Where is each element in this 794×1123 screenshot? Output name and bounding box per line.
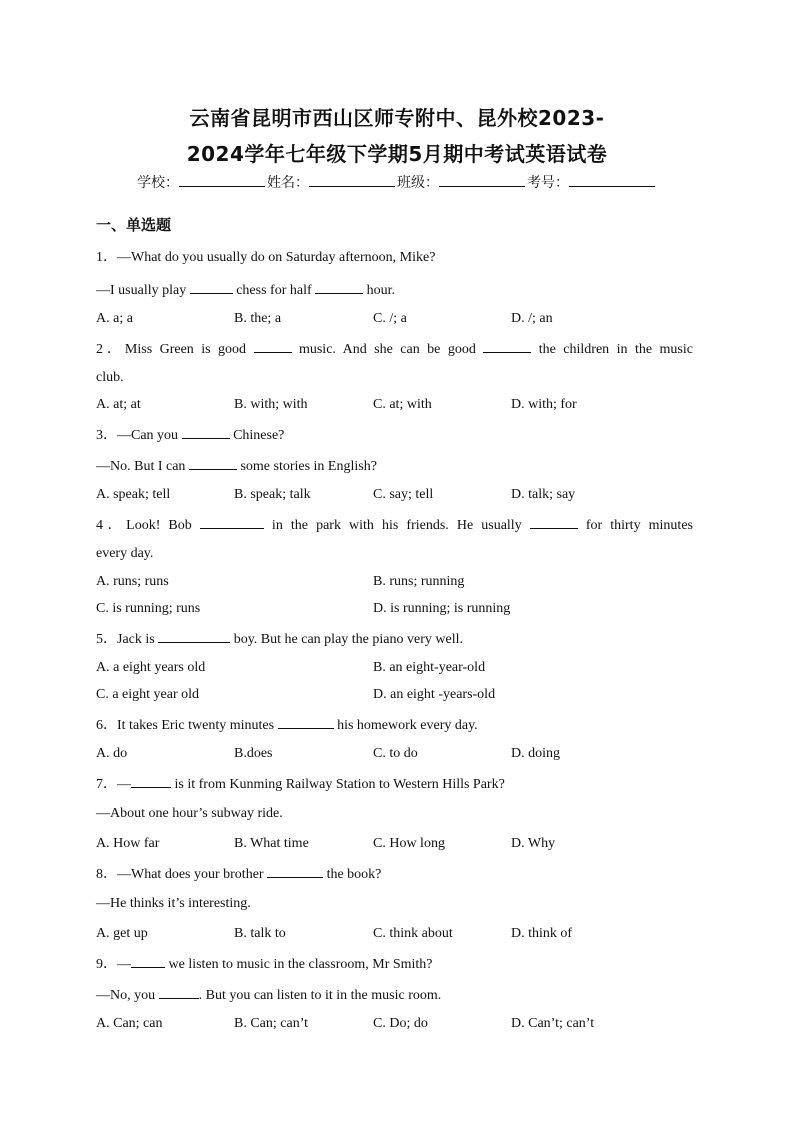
question-1-option-b[interactable]: B. the; a	[234, 311, 282, 326]
question-3-option-c[interactable]: C. say; tell	[373, 487, 434, 502]
question-text: we listen to music in the classroom, Mr Smith?	[165, 957, 433, 972]
answer-blank[interactable]	[182, 425, 230, 439]
question-4-line-1	[96, 515, 693, 535]
question-text: club.	[96, 370, 124, 385]
question-3-option-d[interactable]: D. talk; say	[511, 487, 576, 502]
answer-blank[interactable]	[200, 515, 264, 529]
exam-title-line-2: 2024学年七年级下学期5月期中考试英语试卷	[186, 142, 608, 166]
question-6-option-d[interactable]: D. doing	[511, 746, 560, 761]
question-text: 8．—What does your brother	[96, 867, 268, 882]
question-1-option-c[interactable]: C. /; a	[373, 311, 407, 326]
question-text: the book?	[323, 867, 382, 882]
question-text: 9．—	[96, 957, 131, 972]
question-3-option-a[interactable]: A. speak; tell	[96, 487, 171, 502]
question-text: 1．—What do you usually do on Saturday afternoon, Mike?	[96, 250, 436, 265]
question-3-line-1	[96, 425, 696, 445]
question-text: boy. But he can play the piano very well.	[230, 632, 463, 647]
question-8-option-a[interactable]: A. get up	[96, 926, 148, 941]
question-2-option-a[interactable]: A. at; at	[96, 397, 141, 412]
question-text: chess for half	[232, 283, 316, 298]
question-3-option-b[interactable]: B. speak; talk	[234, 487, 311, 502]
question-1-line-1	[96, 249, 696, 267]
question-text: in the park with his friends. He usually	[263, 518, 530, 533]
answer-blank[interactable]	[158, 629, 230, 643]
question-5-option-d[interactable]: D. an eight -years-old	[373, 687, 496, 702]
question-8-option-c[interactable]: C. think about	[373, 926, 453, 941]
question-1-option-a[interactable]: A. a; a	[96, 311, 133, 326]
question-5-option-a[interactable]: A. a eight years old	[96, 660, 206, 675]
class-label: 班级：	[397, 175, 439, 191]
question-text: hour.	[363, 283, 396, 298]
question-text: 7．—	[96, 777, 131, 792]
question-text: Chinese?	[229, 428, 285, 443]
answer-blank[interactable]	[131, 774, 171, 788]
answer-blank[interactable]	[131, 954, 165, 968]
question-7-option-a[interactable]: A. How far	[96, 836, 160, 851]
question-5-option-c[interactable]: C. a eight year old	[96, 687, 200, 702]
question-8-line-2	[96, 895, 696, 913]
question-6-option-a[interactable]: A. do	[96, 746, 128, 761]
class-blank[interactable]	[439, 172, 525, 187]
question-1-option-d[interactable]: D. /; an	[511, 311, 553, 326]
question-9-option-a[interactable]: A. Can; can	[96, 1016, 163, 1031]
question-2-option-d[interactable]: D. with; for	[511, 397, 577, 412]
answer-blank[interactable]	[254, 339, 292, 353]
question-4-line-2	[96, 545, 696, 563]
question-6-line-1	[96, 715, 696, 735]
name-blank[interactable]	[309, 172, 395, 187]
exam-title-line-1: 云南省昆明市西山区师专附中、昆外校2023-	[189, 106, 605, 130]
question-2-line-2	[96, 369, 696, 387]
question-3-line-2	[96, 456, 696, 476]
question-4-option-c[interactable]: C. is running; runs	[96, 601, 201, 616]
answer-blank[interactable]	[189, 456, 237, 470]
answer-blank[interactable]	[483, 339, 531, 353]
question-5-option-b[interactable]: B. an eight-year-old	[373, 660, 486, 675]
answer-blank[interactable]	[190, 280, 233, 294]
question-9-option-c[interactable]: C. Do; do	[373, 1016, 428, 1031]
question-7-line-1	[96, 774, 696, 794]
answer-blank[interactable]	[278, 715, 334, 729]
question-2-line-1	[96, 339, 693, 359]
question-text: 3．—Can you	[96, 428, 182, 443]
question-text: some stories in English?	[236, 459, 377, 474]
question-text: —He thinks it’s interesting.	[96, 896, 251, 911]
question-2-option-c[interactable]: C. at; with	[373, 397, 432, 412]
student-info-row	[0, 172, 794, 192]
name-label: 姓名：	[267, 175, 309, 191]
question-6-option-c[interactable]: C. to do	[373, 746, 418, 761]
question-4-option-b[interactable]: B. runs; running	[373, 574, 465, 589]
question-7-line-2	[96, 805, 696, 823]
question-text: his homework every day.	[333, 718, 478, 733]
question-7-option-d[interactable]: D. Why	[511, 836, 556, 851]
exam-number-label: 考号：	[527, 175, 569, 191]
question-text: 4．Look! Bob	[96, 518, 200, 533]
question-1-line-2	[96, 280, 696, 300]
question-8-option-d[interactable]: D. think of	[511, 926, 573, 941]
question-4-option-d[interactable]: D. is running; is running	[373, 601, 511, 616]
question-8-option-b[interactable]: B. talk to	[234, 926, 286, 941]
question-text: 6．It takes Eric twenty minutes	[96, 718, 278, 733]
section-title: 一、单选题	[96, 216, 172, 234]
question-4-option-a[interactable]: A. runs; runs	[96, 574, 169, 589]
question-text: 5．Jack is	[96, 632, 159, 647]
question-9-line-2	[96, 985, 696, 1005]
question-9-option-d[interactable]: D. Can’t; can’t	[511, 1016, 595, 1031]
answer-blank[interactable]	[159, 985, 199, 999]
question-9-option-b[interactable]: B. Can; can’t	[234, 1016, 309, 1031]
exam-number-blank[interactable]	[569, 172, 655, 187]
answer-blank[interactable]	[315, 280, 363, 294]
question-5-line-1	[96, 629, 696, 649]
question-text: every day.	[96, 546, 154, 561]
question-7-option-c[interactable]: C. How long	[373, 836, 445, 851]
school-blank[interactable]	[179, 172, 265, 187]
answer-blank[interactable]	[267, 864, 323, 878]
question-text: —About one hour’s subway ride.	[96, 806, 283, 821]
answer-blank[interactable]	[530, 515, 578, 529]
question-text: the children in the music	[531, 342, 693, 357]
question-text: —No. But I can	[96, 459, 189, 474]
question-text: —No, you	[96, 988, 159, 1003]
question-6-option-b[interactable]: B.does	[234, 746, 273, 761]
question-9-line-1	[96, 954, 696, 974]
question-text: —I usually play	[96, 283, 190, 298]
question-text: is it from Kunming Railway Station to Western Hills Park?	[171, 777, 505, 792]
question-2-option-b[interactable]: B. with; with	[234, 397, 308, 412]
question-text: for thirty minutes	[577, 518, 693, 533]
question-text: music. And she can be good	[291, 342, 484, 357]
question-8-line-1	[96, 864, 696, 884]
question-text: . But you can listen to it in the music room.	[198, 988, 442, 1003]
question-7-option-b[interactable]: B. What time	[234, 836, 309, 851]
school-label: 学校：	[137, 175, 179, 191]
question-text: 2．Miss Green is good	[96, 342, 254, 357]
